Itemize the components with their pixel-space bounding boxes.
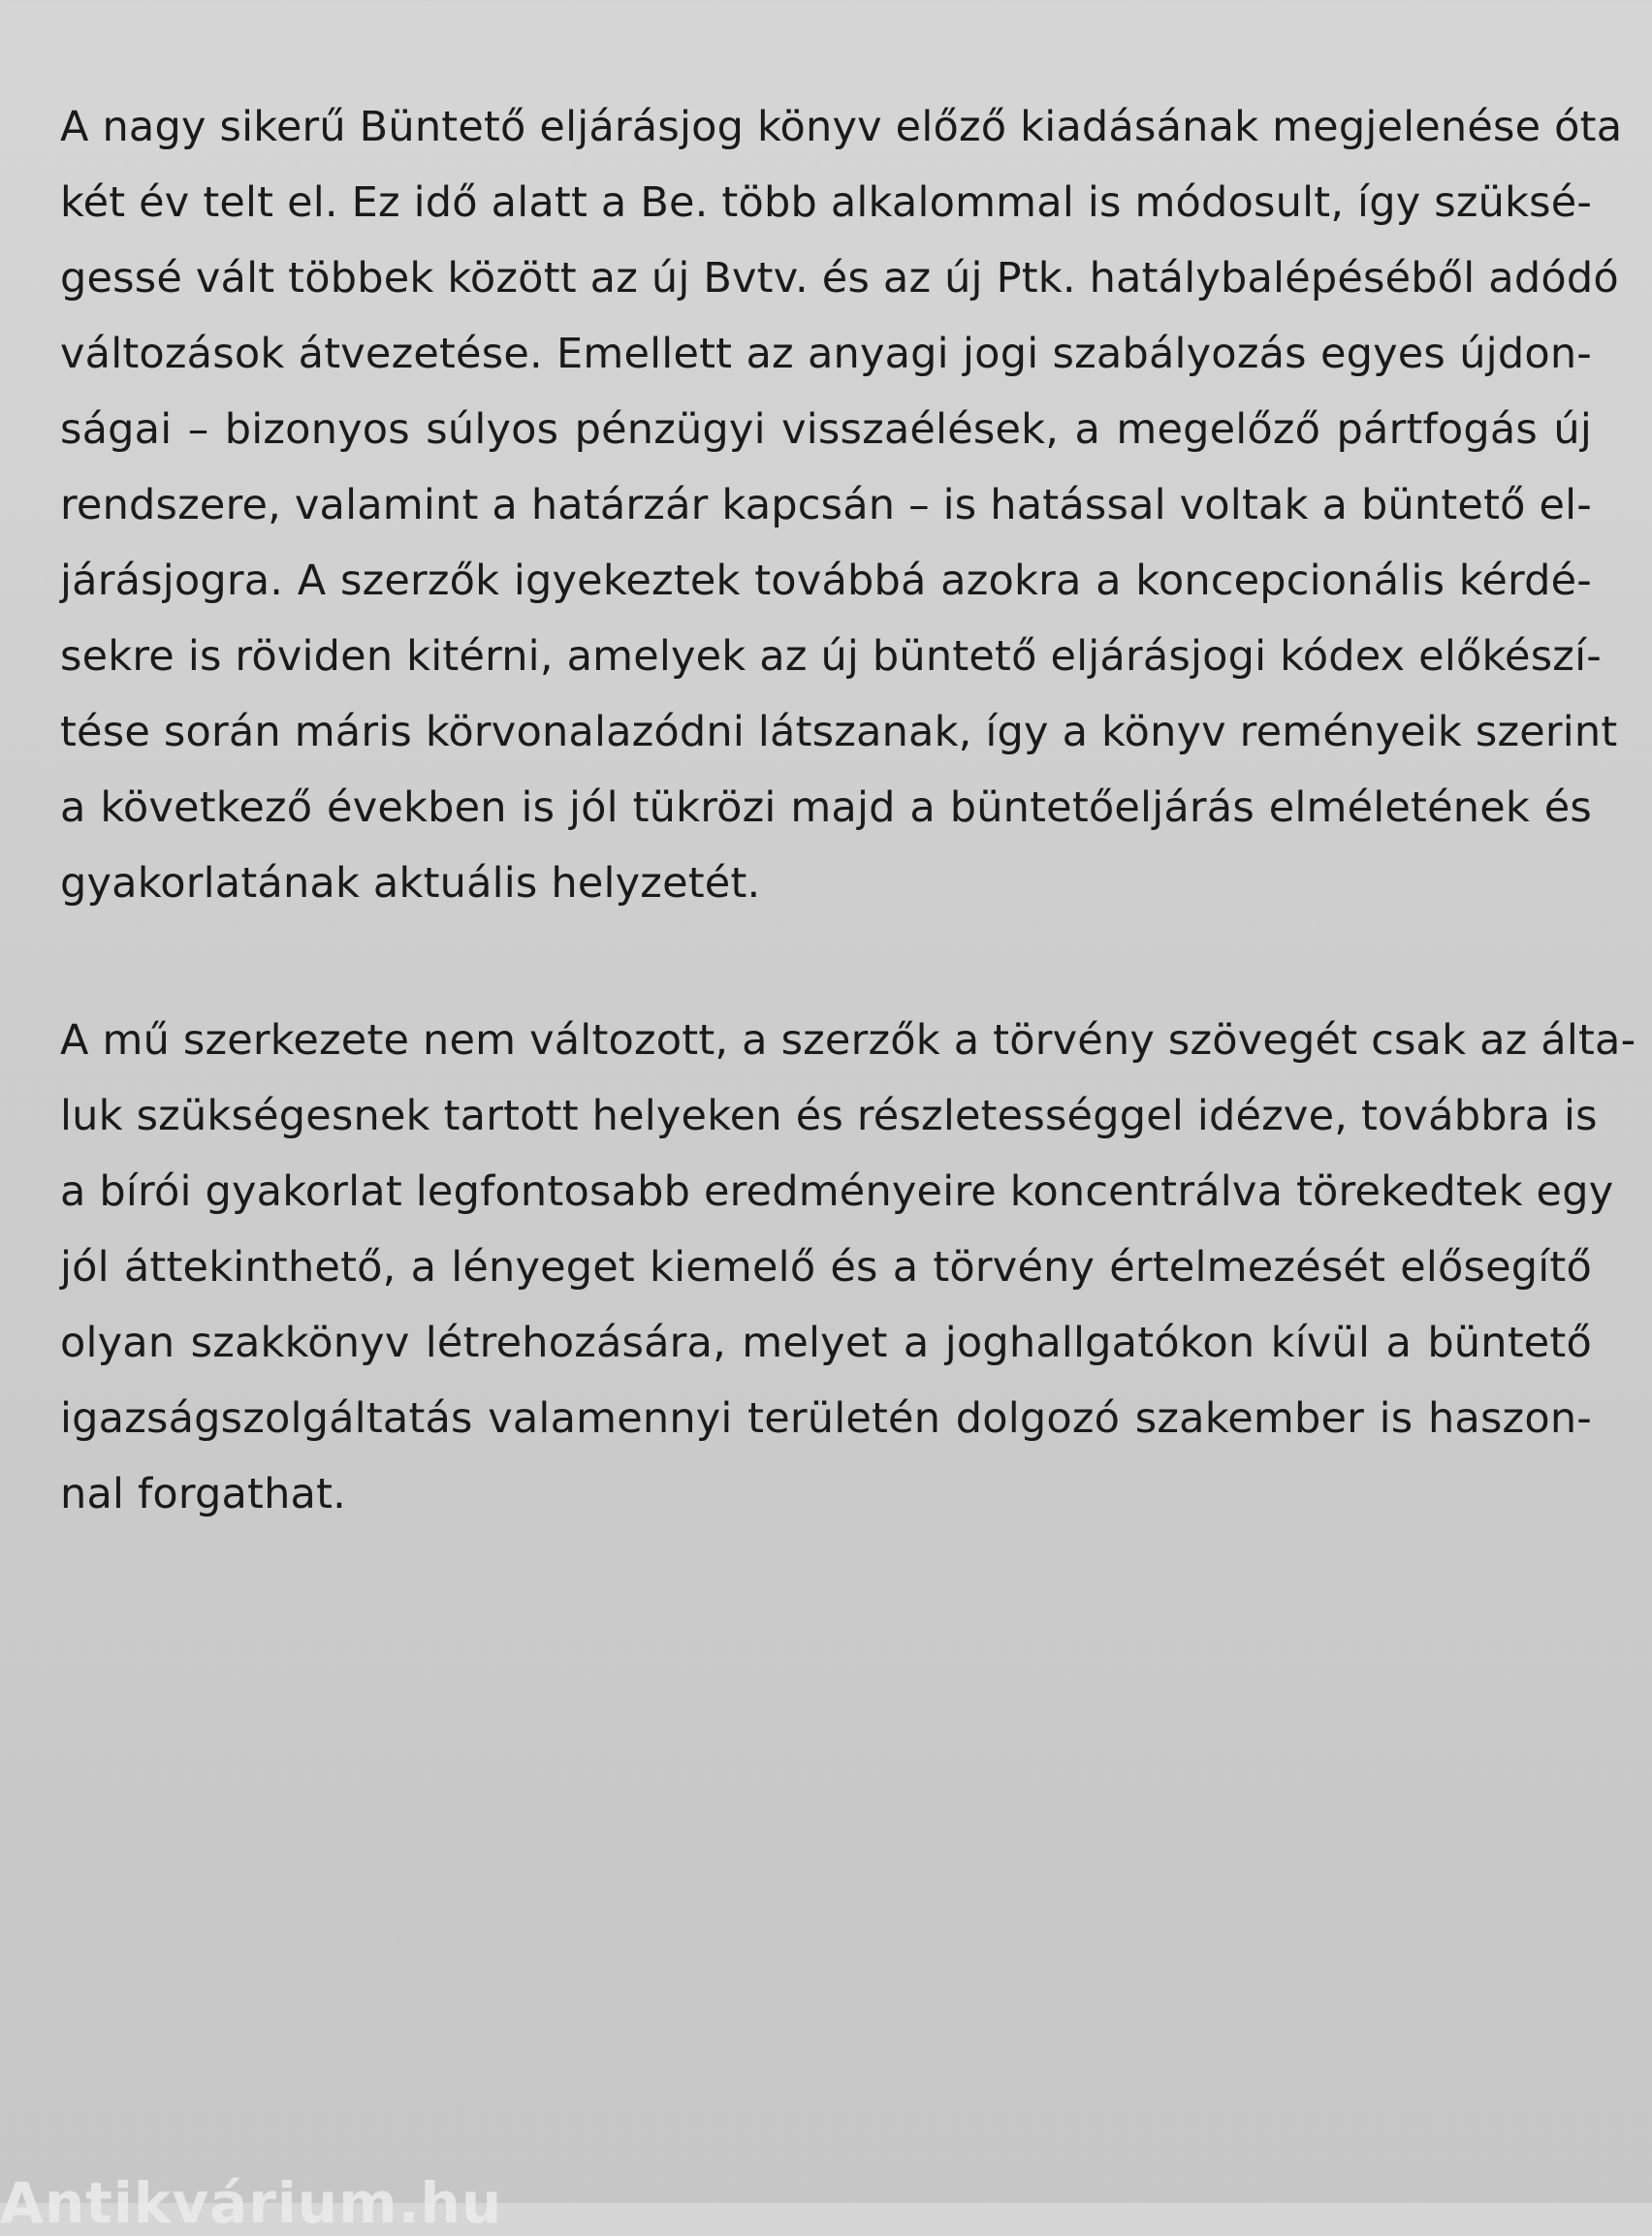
text-line-last: gyakorlatának aktuális helyzetét. [60, 859, 761, 908]
text-line: A mű szerkezete nem változott, a szerzők a törvény szövegét csak az álta- [60, 1016, 1636, 1065]
text-line: ságai – bizonyos súlyos pénzügyi visszaélések, a megelőző pártfogás új [60, 405, 1592, 454]
text-line: rendszere, valamint a határzár kapcsán – is hatással voltak a büntető el- [60, 481, 1593, 529]
text-line: két év telt el. Ez idő alatt a Be. több alkalommal is módosult, így szüksé- [60, 178, 1593, 227]
paragraph-gap [60, 921, 1592, 1003]
text-line: luk szükségesnek tartott helyeken és részletességgel idézve, továbbra is [60, 1092, 1598, 1140]
text-line: tése során máris körvonalazódni látszanak, így a könyv reményeik szerint [60, 708, 1618, 756]
text-line: igazságszolgáltatás valamennyi területén dolgozó szakember is haszon- [60, 1394, 1592, 1443]
text-line: a bírói gyakorlat legfontosabb eredményeire koncentrálva törekedtek egy [60, 1167, 1614, 1216]
text-line-last: nal forgathat. [60, 1470, 347, 1518]
text-line: a következő években is jól tükrözi majd a büntetőeljárás elméletének és [60, 783, 1592, 832]
text-line: járásjogra. A szerzők igyekeztek továbbá azokra a koncepcionális kérdé- [60, 557, 1592, 605]
text-line: változások átvezetése. Emellett az anyagi jogi szabályozás egyes újdon- [60, 330, 1592, 378]
text-line: A nagy sikerű Büntető eljárásjog könyv előző kiadásának megjelenése óta [60, 103, 1623, 151]
text-line: jól áttekinthető, a lényeget kiemelő és a törvény értelmezését elősegítő [60, 1243, 1592, 1292]
paragraph-2 [60, 1003, 1636, 1532]
back-cover-text [60, 89, 1636, 1532]
text-line: olyan szakkönyv létrehozására, melyet a joghallgatókon kívül a büntető [60, 1319, 1592, 1367]
text-line: gessé vált többek között az új Bvtv. és az új Ptk. hatálybalépéséből adódó [60, 254, 1619, 303]
text-line: sekre is röviden kitérni, amelyek az új büntető eljárásjogi kódex előkészí- [60, 632, 1602, 681]
paragraph-1 [60, 89, 1623, 921]
watermark: Antikvárium.hu [0, 2170, 503, 2236]
